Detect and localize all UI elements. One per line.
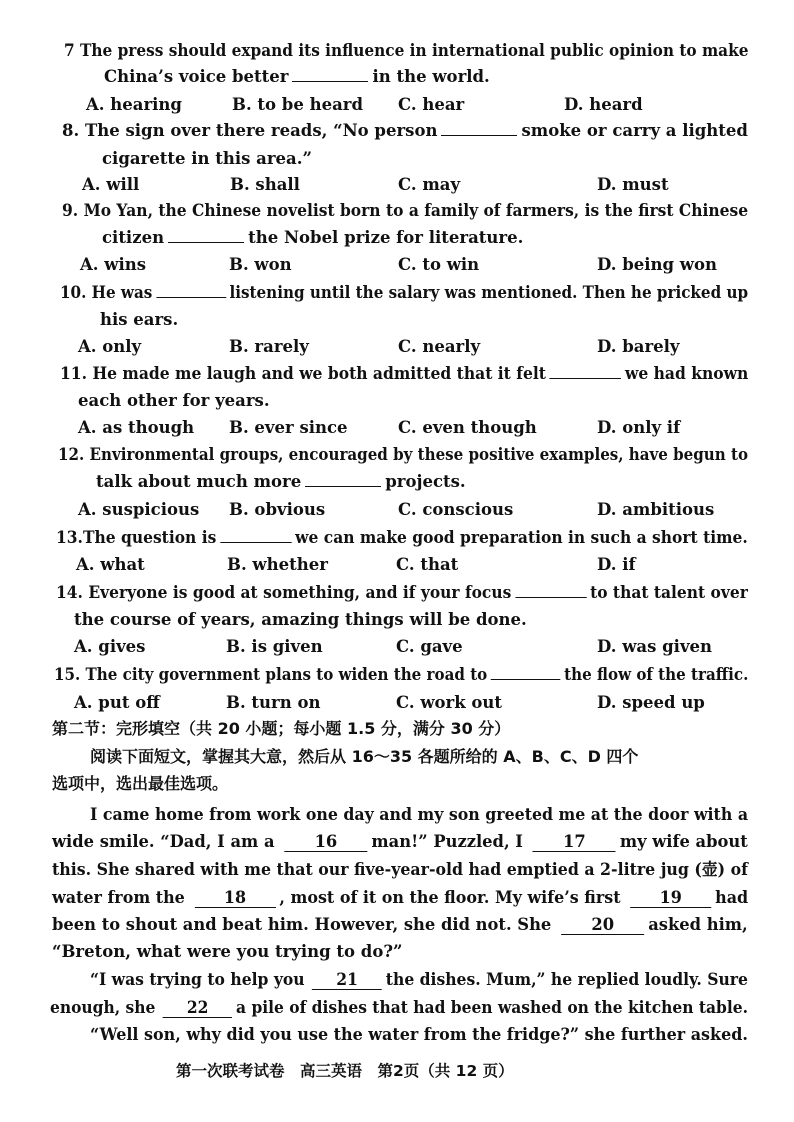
- question-9-cont: [102, 227, 523, 249]
- question-7-cont: [104, 66, 490, 88]
- question-text: smoke or carry a lighted: [521, 121, 748, 140]
- option-a: A. will: [82, 175, 140, 194]
- option-a: A. gives: [74, 637, 146, 656]
- option-c: C. work out: [396, 693, 503, 712]
- option-c: C. even though: [398, 418, 537, 437]
- question-text: The city government plans to widen the road to: [85, 665, 488, 684]
- passage-text: a pile of dishes that had been washed on the kitchen table.: [236, 998, 749, 1017]
- passage-text: enough, she: [50, 998, 156, 1017]
- option-c: C. gave: [396, 637, 463, 656]
- passage-text: my wife about: [619, 832, 748, 851]
- question-number: 12.: [58, 445, 85, 464]
- answer-blank[interactable]: [550, 378, 622, 379]
- question-14-cont: the course of years, amazing things will be done.: [74, 610, 527, 629]
- passage-line-2: [52, 831, 748, 853]
- answer-blank[interactable]: [491, 679, 561, 680]
- question-text: He was: [91, 283, 153, 302]
- passage-line-9: “Well son, why did you use the water from the fridge?” she further asked.: [90, 1025, 748, 1044]
- option-d: D. must: [597, 175, 669, 194]
- option-a: A. put off: [74, 693, 160, 712]
- question-12: [58, 444, 748, 466]
- option-c: C. hear: [398, 95, 465, 114]
- option-a: A. only: [78, 337, 142, 356]
- passage-line-1: I came home from work one day and my son greeted me at the door with a: [90, 805, 749, 824]
- question-text: we had known: [624, 364, 749, 383]
- page-footer: 第一次联考试卷 高三英语 第2页（共 12 页）: [176, 1062, 514, 1080]
- answer-blank[interactable]: [168, 242, 244, 243]
- passage-text: the dishes. Mum,” he replied loudly. Sure: [385, 970, 748, 989]
- passage-text: wide smile. “Dad, I am a: [52, 832, 275, 851]
- option-a: A. wins: [80, 255, 147, 274]
- question-number: 13.: [56, 528, 83, 547]
- question-number: 11.: [60, 364, 88, 383]
- passage-text: “I was trying to help you: [90, 970, 305, 989]
- option-b: B. to be heard: [232, 95, 364, 114]
- option-a: A. hearing: [86, 95, 182, 114]
- option-c: C. that: [396, 555, 459, 574]
- question-15: [54, 664, 748, 686]
- passage-text: been to shout and beat him. However, she did not. She: [52, 915, 552, 934]
- question-text: we can make good preparation in such a short time.: [295, 528, 748, 547]
- question-text: Mo Yan, the Chinese novelist born to a family of farmers, is the first Chinese: [83, 201, 749, 220]
- question-text: Everyone is good at something, and if your focus: [88, 583, 512, 602]
- question-10-cont: his ears.: [100, 310, 179, 329]
- question-8-cont: cigarette in this area.”: [102, 149, 312, 168]
- question-number: 15.: [54, 665, 81, 684]
- answer-blank[interactable]: [292, 81, 368, 82]
- question-text: listening until the salary was mentioned. Then he pricked up: [229, 283, 749, 302]
- question-text: He made me laugh and we both admitted that it felt: [92, 364, 546, 383]
- section-instructions-cont: 选项中，选出最佳选项。: [52, 774, 229, 793]
- question-text: The sign over there reads, “No person: [84, 121, 438, 140]
- passage-line-6: “Breton, what were you trying to do?”: [52, 942, 403, 961]
- passage-text: man!” Puzzled, I: [371, 832, 523, 851]
- answer-blank[interactable]: [515, 597, 586, 598]
- cloze-blank-20[interactable]: 20: [561, 916, 644, 935]
- option-d: D. barely: [597, 337, 680, 356]
- question-11-cont: each other for years.: [78, 391, 270, 410]
- option-b: B. ever since: [229, 418, 348, 437]
- option-a: A. suspicious: [78, 500, 200, 519]
- question-text: in the world.: [372, 67, 490, 86]
- question-10: [60, 282, 748, 304]
- option-b: B. whether: [227, 555, 328, 574]
- cloze-blank-21[interactable]: 21: [312, 971, 382, 990]
- option-a: A. as though: [78, 418, 195, 437]
- passage-line-8: [50, 997, 748, 1019]
- option-d: D. if: [597, 555, 636, 574]
- answer-blank[interactable]: [305, 486, 381, 487]
- passage-line-7: [90, 969, 748, 991]
- question-11: [60, 363, 748, 385]
- question-7: [64, 40, 748, 62]
- option-d: D. ambitious: [597, 500, 715, 519]
- option-c: C. nearly: [398, 337, 481, 356]
- question-text: citizen: [102, 228, 165, 247]
- answer-blank[interactable]: [156, 297, 226, 298]
- option-b: B. obvious: [229, 500, 326, 519]
- section-instructions: 阅读下面短文，掌握其大意，然后从 16～35 各题所给的 A、B、C、D 四个: [90, 747, 639, 766]
- option-c: C. may: [398, 175, 461, 194]
- question-text: The press should expand its influence in international public opinion to make: [79, 41, 749, 60]
- passage-line-4: [52, 887, 748, 909]
- cloze-blank-17[interactable]: 17: [533, 833, 616, 852]
- cloze-blank-16[interactable]: 16: [284, 833, 367, 852]
- passage-text: asked him,: [648, 915, 748, 934]
- question-number: 8.: [62, 121, 80, 140]
- question-text: to that talent over: [590, 583, 748, 602]
- passage-text: water from the: [52, 888, 185, 907]
- question-number: 10.: [60, 283, 87, 302]
- option-b: B. shall: [230, 175, 300, 194]
- option-b: B. is given: [226, 637, 323, 656]
- question-text: the flow of the traffic.: [564, 665, 749, 684]
- question-number: 14.: [56, 583, 83, 602]
- option-a: A. what: [76, 555, 145, 574]
- option-d: D. being won: [597, 255, 717, 274]
- question-number: 7: [64, 41, 75, 60]
- section-heading: 第二节：完形填空（共 20 小题；每小题 1.5 分，满分 30 分）: [52, 719, 511, 738]
- passage-line-5: [52, 914, 748, 936]
- question-text: the Nobel prize for literature.: [248, 228, 524, 247]
- question-text: talk about much more: [96, 472, 302, 491]
- option-d: D. was given: [597, 637, 713, 656]
- question-text: The question is: [82, 528, 217, 547]
- question-text: projects.: [385, 472, 466, 491]
- question-text: China’s voice better: [104, 67, 289, 86]
- option-c: C. to win: [398, 255, 480, 274]
- question-12-cont: [96, 471, 466, 493]
- answer-blank[interactable]: [441, 135, 517, 136]
- question-14: [56, 582, 748, 604]
- option-d: D. only if: [597, 418, 681, 437]
- question-13: [56, 527, 748, 549]
- passage-text: had: [715, 888, 749, 907]
- option-b: B. turn on: [226, 693, 321, 712]
- answer-blank[interactable]: [220, 542, 291, 543]
- passage-line-3: this. She shared with me that our five-year-old had emptied a 2-litre jug (壶) of: [52, 860, 748, 879]
- option-b: B. rarely: [229, 337, 309, 356]
- option-d: D. speed up: [597, 693, 705, 712]
- option-b: B. won: [229, 255, 292, 274]
- question-text: Environmental groups, encouraged by these positive examples, have begun to: [89, 445, 749, 464]
- question-8: [62, 120, 748, 142]
- question-number: 9.: [62, 201, 79, 220]
- option-d: D. heard: [564, 95, 643, 114]
- cloze-blank-19[interactable]: 19: [630, 889, 711, 908]
- cloze-blank-18[interactable]: 18: [194, 889, 275, 908]
- option-c: C. conscious: [398, 500, 514, 519]
- cloze-blank-22[interactable]: 22: [163, 999, 232, 1018]
- question-9: [62, 200, 748, 222]
- passage-text: , most of it on the floor. My wife’s first: [279, 888, 621, 907]
